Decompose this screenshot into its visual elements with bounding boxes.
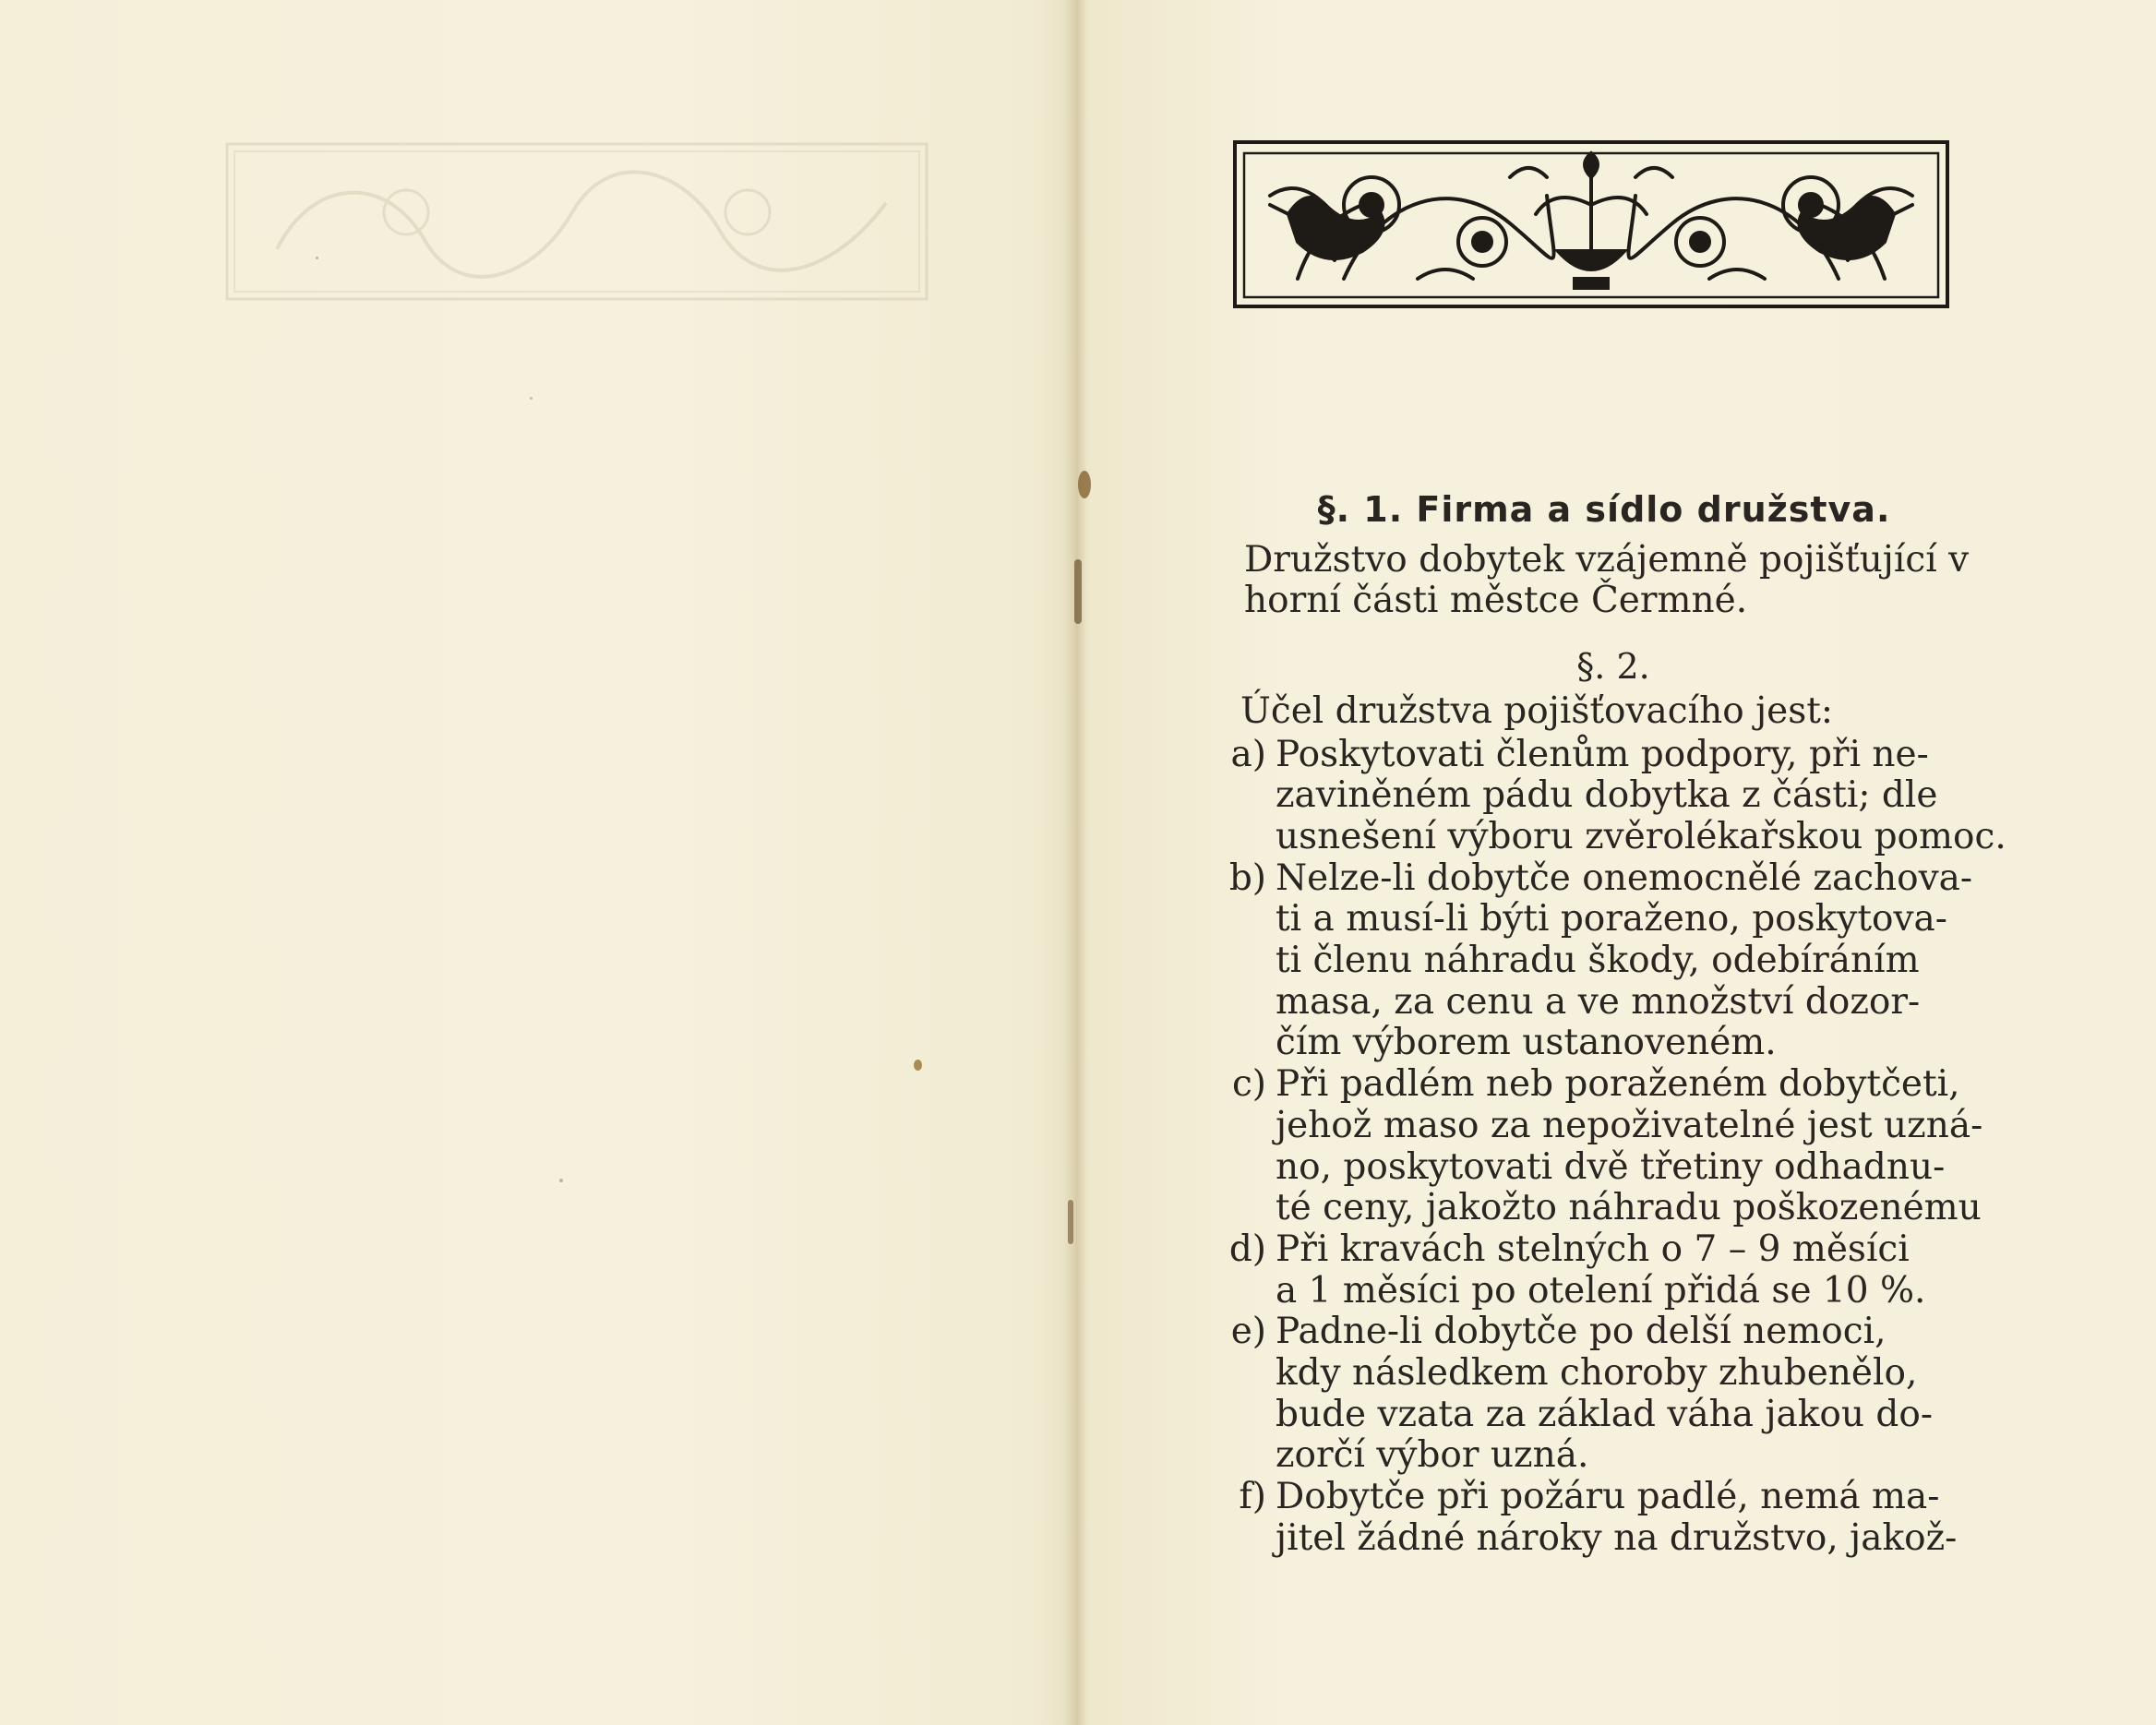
section-2-intro: Účel družstva pojišťovacího jest: (1240, 689, 1834, 732)
text-line: čím výborem ustanoveném. (1276, 1022, 1777, 1064)
ornament-show-through (222, 138, 932, 305)
list-marker: f) (1239, 1476, 1266, 1518)
text-line: jehož maso za nepoživatelné jest uzná- (1276, 1104, 1983, 1146)
text-line: Družstvo dobytek vzájemně pojišťující v (1244, 538, 1970, 581)
text-line: Při padlém neb poraženém dobytčeti, (1276, 1063, 1960, 1106)
list-item (1161, 1477, 2029, 1559)
section-1-heading: §. 1. Firma a sídlo družstva. (1317, 489, 1891, 530)
list-item (1161, 1312, 2029, 1477)
list-item (1161, 1064, 2029, 1229)
gutter-stain (1068, 1200, 1073, 1244)
list-item (1161, 858, 2029, 1065)
section-2-heading: §. 2. (1576, 646, 1650, 688)
text-line: no, poskytovati dvě třetiny odhadnu- (1276, 1145, 1946, 1188)
list-item (1161, 1229, 2029, 1312)
text-line: masa, za cenu a ve množství dozor- (1276, 980, 1921, 1023)
text-line: Poskytovati členům podpory, při ne- (1276, 733, 1929, 775)
text-line: Padne-li dobytče po delší nemoci, (1276, 1311, 1886, 1353)
list-marker: c) (1231, 1063, 1266, 1106)
text-line: a 1 měsíci po otelení přidá se 10 %. (1276, 1269, 1926, 1312)
text-line: usnešení výboru zvěrolékařskou pomoc. (1276, 815, 2006, 857)
section-1-body (1161, 540, 2029, 622)
list-marker: e) (1230, 1311, 1266, 1353)
left-page (0, 0, 1071, 1725)
paper-speck (914, 1060, 922, 1071)
text-line: kdy následkem choroby zhubenělo, (1276, 1352, 1918, 1395)
decorative-headpiece (1233, 140, 1949, 308)
text-line: zorčí výbor uzná. (1276, 1434, 1589, 1477)
text-line: ti a musí-li býti poraženo, poskytova- (1276, 898, 1947, 940)
text-line: jitel žádné nároky na družstvo, jakož- (1276, 1516, 1958, 1559)
list-marker: a) (1230, 733, 1266, 775)
text-line: Dobytče při požáru padlé, nemá ma- (1276, 1476, 1940, 1518)
text-line: té ceny, jakožto náhradu poškozenému (1276, 1187, 1982, 1229)
text-line: ti členu náhradu škody, odebíráním (1276, 940, 1920, 982)
text-line: zaviněném pádu dobytka z části; dle (1276, 774, 1938, 817)
paper-speck (559, 1179, 563, 1182)
text-line: bude vzata za základ váha jakou do- (1276, 1393, 1934, 1435)
list-item (1161, 735, 2029, 858)
text-line: Při kravách stelných o 7 – 9 měsíci (1276, 1228, 1910, 1270)
list-marker: d) (1228, 1228, 1266, 1270)
text-line: Nelze-li dobytče onemocnělé zachova- (1276, 857, 1973, 899)
paper-speck (530, 397, 533, 400)
paper-speck (316, 257, 318, 259)
text-line: horní části městce Čermné. (1244, 580, 1748, 622)
list-marker: b) (1228, 857, 1266, 899)
statute-text (1161, 489, 2029, 1560)
